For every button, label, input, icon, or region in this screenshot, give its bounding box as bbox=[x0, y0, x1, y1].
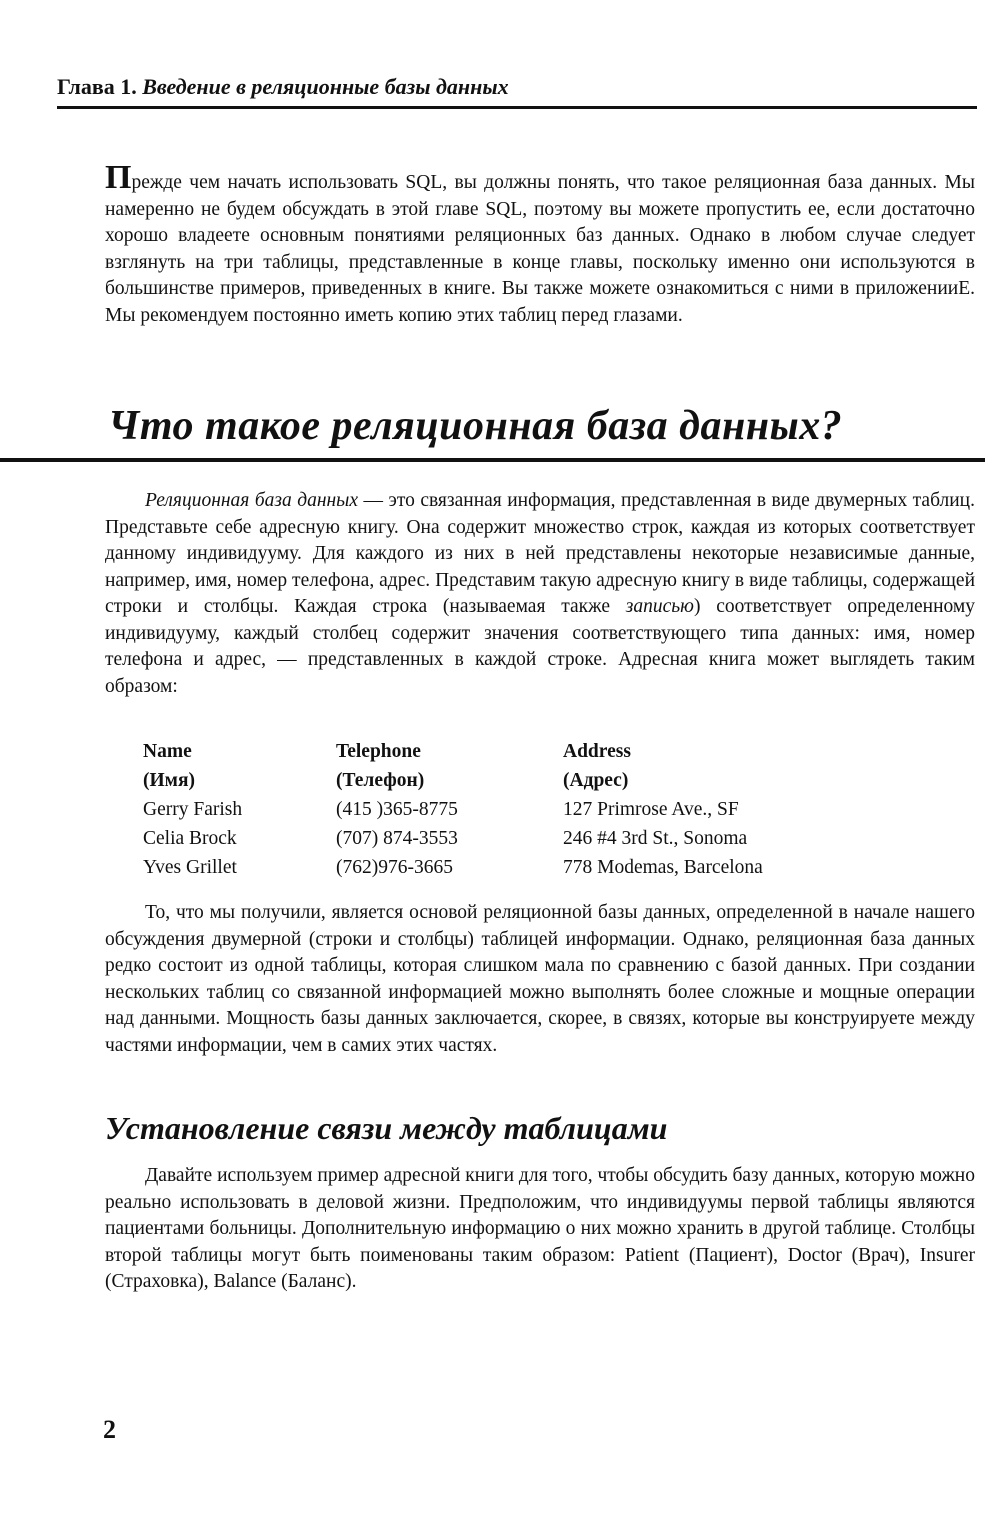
foundation-paragraph: То, что мы получили, является основой реляционной базы данных, определенной в начале нашего обсуждения двумерной (строки и столбцы) таблицей информации. Однако, реляционная база данных редко состоит из одной таблицы, которая слишком мала по сравнению с базой данных. При создании нескольких таблиц со связанной информацией можно выполнять более сложные и мощные операции над данными. Мощность базы данных заключается, скорее, в связях, которые вы конструируете между частями информации, чем в самих этих частях. bbox=[105, 902, 975, 1056]
header-name: Name bbox=[143, 740, 192, 762]
cell-telephone: (707) 874-3553 bbox=[336, 827, 458, 849]
relations-paragraph: Давайте используем пример адресной книги для того, чтобы обсудить базу данных, которую можно реально использовать в деловой жизни. Предположим, что индивидуумы первой таблицы являются пациентами больницы. Дополнительную информацию о них можно хранить в другой таблице. Столбцы второй таблицы могут быть поименованы таким образом: Patient (Пациент), Doctor (Врач), Insurer (Страховка), Balance (Баланс). bbox=[105, 1165, 975, 1292]
header-chapter: Глава 1. bbox=[57, 74, 143, 99]
header-telephone-ru: (Телефон) bbox=[336, 769, 425, 791]
cell-telephone: (415 )365-8775 bbox=[336, 798, 458, 820]
page-number: 2 bbox=[103, 1415, 116, 1444]
subsection-heading: Установление связи между таблицами bbox=[105, 1110, 668, 1146]
running-header bbox=[57, 74, 509, 100]
table-row bbox=[143, 824, 863, 853]
definition-paragraph bbox=[105, 488, 975, 700]
table-header-row bbox=[143, 737, 863, 766]
intro-text: режде чем начать использовать SQL, вы должны понять, что такое реляционная база данных. Мы намеренно не будем обсуждать в этой главе SQL, поэтому вы можете пропустить ее, если достаточно хорошо владеете основным понятиями реляционных баз данных. Однако в любом случае следует взглянуть на три таблицы, представленные в конце главы, поскольку именно они используются в большинстве примеров, приведенных в книге. Вы также можете ознакомиться с ними в приложенииЕ. Мы рекомендуем постоянно иметь копию этих таблиц перед глазами. bbox=[105, 172, 975, 326]
cell-name: Yves Grillet bbox=[143, 856, 237, 878]
section-heading: Что такое реляционная база данных? bbox=[108, 403, 843, 449]
cell-name: Celia Brock bbox=[143, 827, 237, 849]
section-heading-rule bbox=[0, 458, 985, 462]
header-name-ru: (Имя) bbox=[143, 769, 195, 791]
cell-telephone: (762)976-3665 bbox=[336, 856, 453, 878]
table-row bbox=[143, 795, 863, 824]
header-address: Address bbox=[563, 740, 631, 762]
definition-text-a: — это связанная информация, представленная в виде двумерных таблиц. Представьте себе адресную книгу. Она содержит множество строк, каждая из которых соответствует данному индивидууму. Для каждого из них в ней представлены некоторые независимые данные, например, имя, номер телефона, адрес. Представим такую адресную книгу в виде таблицы, содержащей строки и столбцы. Каждая строка (называемая также bbox=[105, 490, 975, 617]
header-title: Введение в реляционные базы данных bbox=[142, 74, 509, 99]
definition-text-b: ) соответствует определенному индивидууму, каждый столбец содержит значения соответствующего типа данных: имя, номер телефона и адрес, — представленных в каждой строке. Адресная книга может выглядеть таким образом: bbox=[105, 596, 975, 697]
table-row bbox=[143, 853, 863, 882]
cell-name: Gerry Farish bbox=[143, 798, 243, 820]
header-address-ru: (Адрес) bbox=[563, 769, 629, 791]
term-relational-db: Реляционная база данных bbox=[145, 490, 359, 511]
cell-address: 127 Primrose Ave., SF bbox=[563, 798, 739, 820]
intro-paragraph bbox=[105, 159, 975, 329]
header-telephone: Telephone bbox=[336, 740, 421, 762]
header-rule bbox=[57, 106, 977, 109]
address-book-table bbox=[143, 737, 863, 882]
table-header-row-ru bbox=[143, 766, 863, 795]
cell-address: 246 #4 3rd St., Sonoma bbox=[563, 827, 748, 849]
cell-address: 778 Modemas, Barcelona bbox=[563, 856, 763, 878]
term-record: записью bbox=[625, 596, 694, 617]
drop-cap: П bbox=[105, 159, 132, 196]
